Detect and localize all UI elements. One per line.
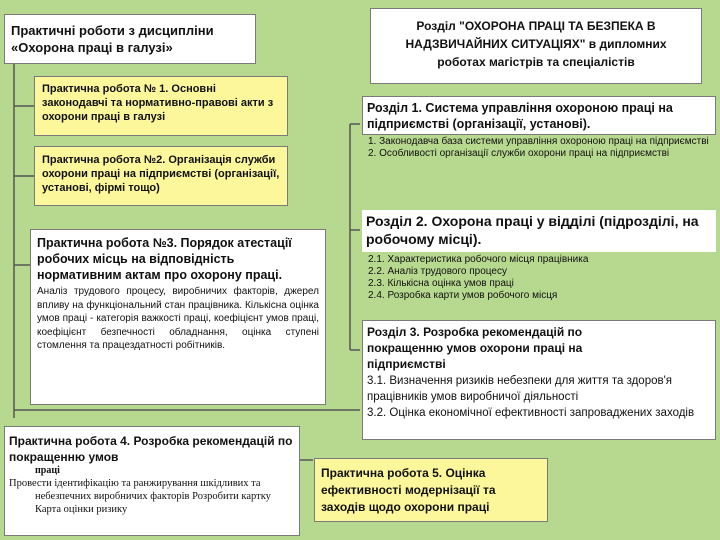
section-1-block [362,96,716,192]
left-title-box [4,14,256,64]
section-3-title: Розділ 3. Розробка рекомендацій по покращенню умов охорони праці на підприємстві [367,325,583,371]
left-title-line1: Практичні роботи з дисципліни [11,23,214,38]
section-3-block [362,320,716,440]
practical-work-2-box[interactable] [34,146,288,206]
section-1-title: Розділ 1. Система управління охороною праці на підприємстві (організації, установі). [362,96,716,135]
practical-work-4-title: Практична робота 4. Розробка рекомендацій по покращенню умов [9,434,293,464]
section-1-item: 2. Особливості організації служби охорони праці на підприємстві [368,148,670,159]
practical-work-2-text: Практична робота №2. Організація служби охорони праці на підприємстві (організації, установі, фірмі тощо) [42,154,280,194]
practical-work-1-box[interactable] [34,76,288,136]
diploma-section-header-box [370,8,702,84]
section-2-title: Розділ 2. Охорона праці у відділі (підрозділі, на робочому місці). [362,210,716,252]
practical-work-4-box[interactable] [4,426,300,536]
section-2-item: 2.1. Характеристика робочого місця працівника [368,254,589,265]
practical-work-3-title: Практична робота №3. Порядок атестації робочих місць на відповідність нормативним актам про охорону праці. [37,236,292,282]
practical-work-5-text: Практична робота 5. Оцінка ефективності модернізації та заходів щодо охорони праці [321,466,496,514]
practical-work-4-subtitle: праці [35,465,60,476]
section-2-item: 2.3. Кількісна оцінка умов праці [368,278,514,289]
section-1-item: 1. Законодавча база системи управління охороною праці на підприємстві [368,136,709,147]
section-3-item: 3.1. Визначення ризиків небезпеки для життя та здоров'я працівників умов виробничої діяльності [367,375,673,403]
section-2-item: 2.4. Розробка карти умов робочого місця [368,290,558,301]
section-3-item: 3.2. Оцінка економічної ефективності запроваджених заходів [367,407,695,419]
section-2-item: 2.2. Аналіз трудового процесу [368,266,507,277]
practical-work-1-text: Практична робота № 1. Основні законодавчі та нормативно-правові акти з охорони праці в галузі [42,83,274,123]
practical-work-3-body: Аналіз трудового процесу, виробничих факторів, джерел впливу на функціональний стан працівника. Кількісна оцінка умов праці - категорія важкості праці, коефіцієнт умов праці, коефіцієнт безпечності обладнання, оцінка ступені стомлення та працездатності робітників. [37,286,319,351]
practical-work-3-box[interactable] [30,229,326,405]
diploma-section-header: Розділ "ОХОРОНА ПРАЦІ ТА БЕЗПЕКА В НАДЗВИЧАЙНИХ СИТУАЦІЯХ" в дипломних роботах магістрів та спеціалістів [405,19,667,69]
section-2-block [362,210,716,310]
left-title-line2: «Охорона праці в галузі» [11,40,173,55]
practical-work-4-body: Провести ідентифікацію та ранжирування шкідливих та небезпечних виробничих факторів Розробити картку Карта оцінки ризику [9,478,271,515]
practical-work-5-box[interactable] [314,458,548,522]
